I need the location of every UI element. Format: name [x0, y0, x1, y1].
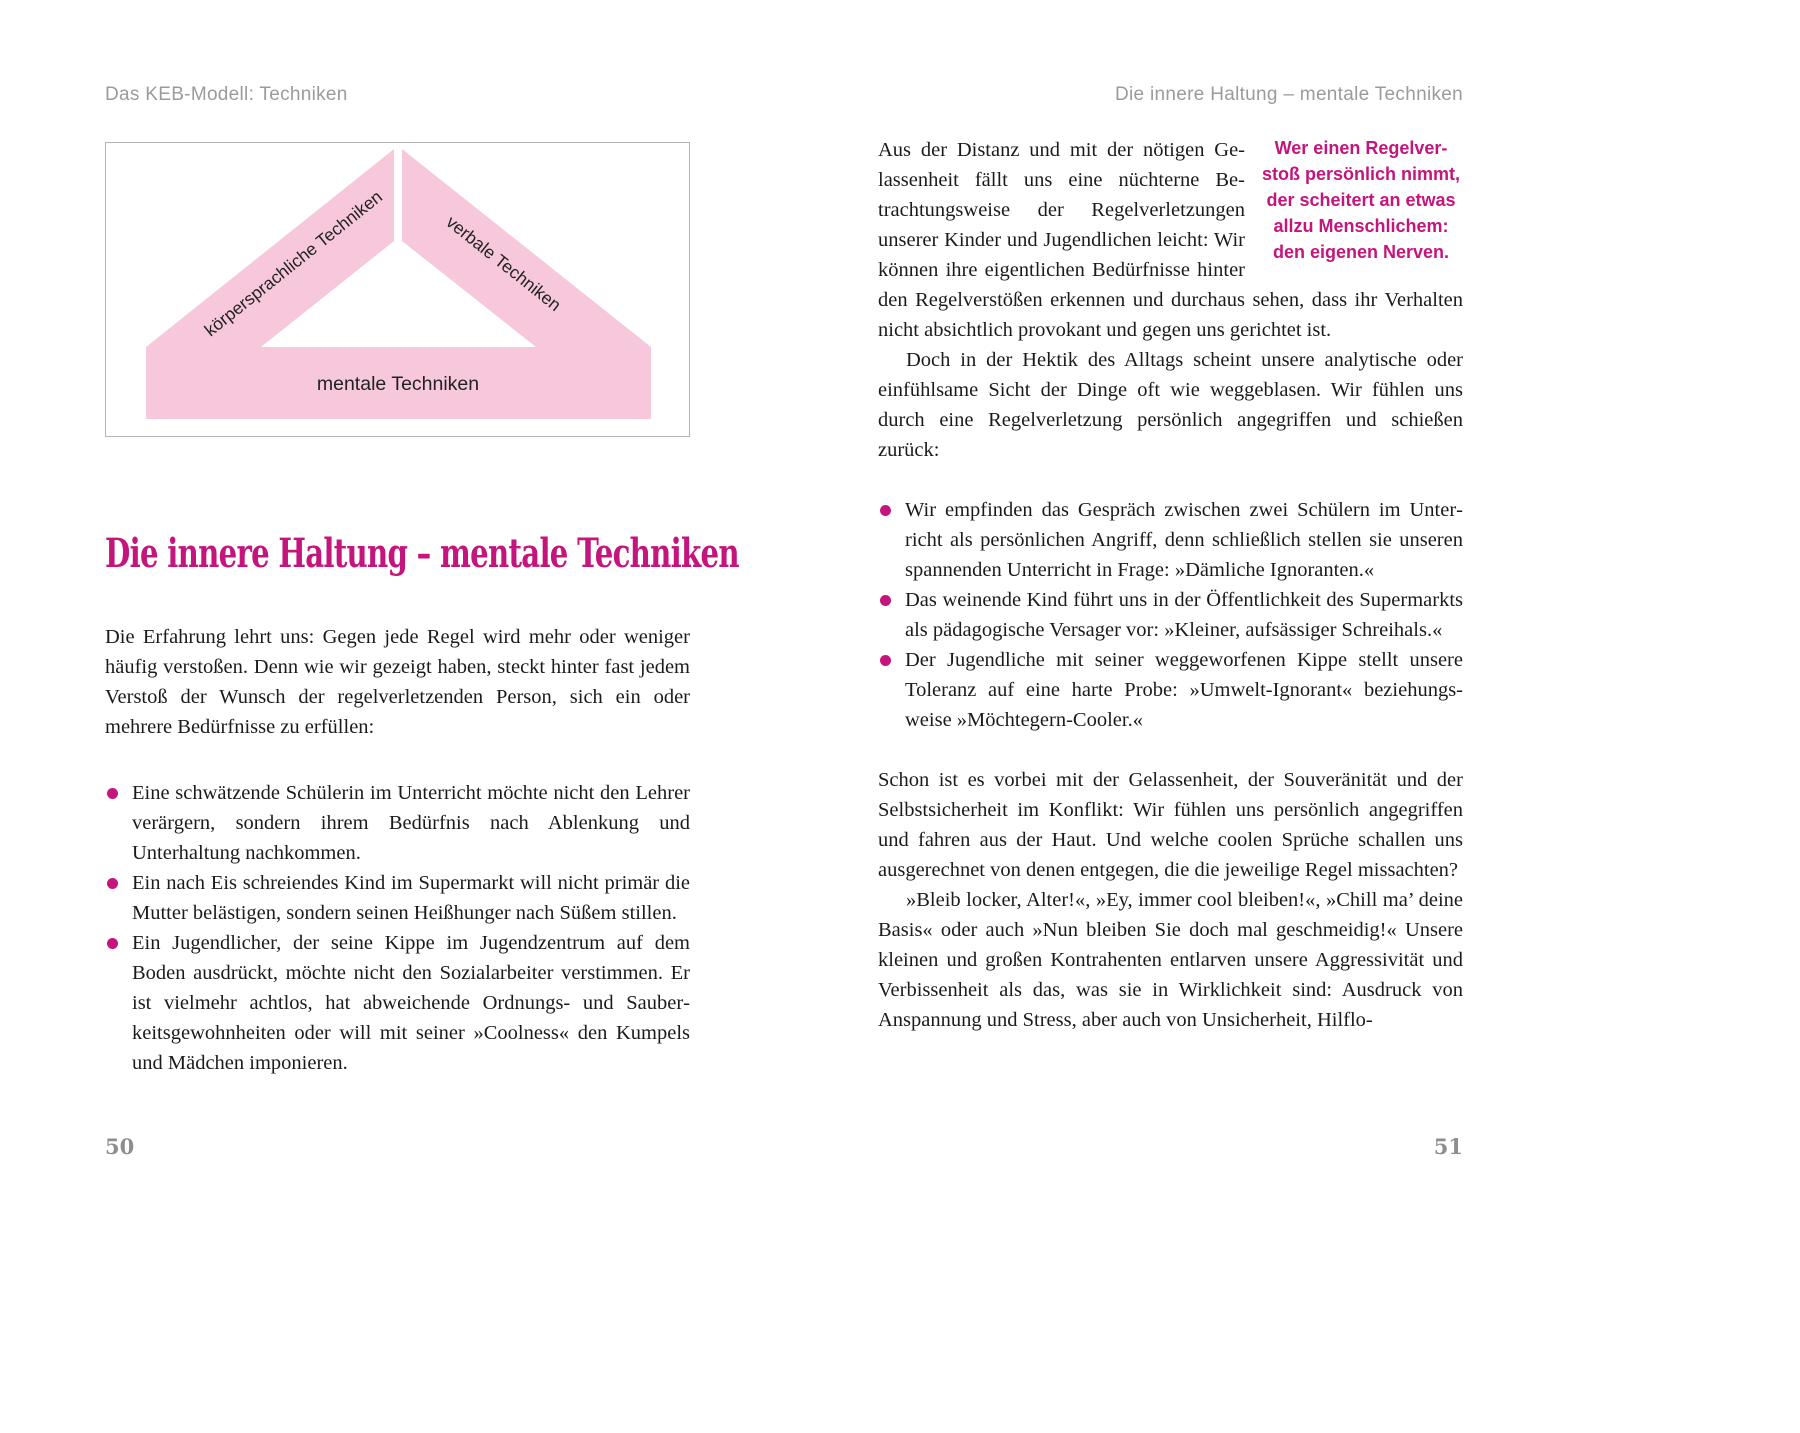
text-column [878, 135, 1463, 1035]
paragraph-4: »Bleib locker, Alter!«, »Ey, immer cool bleiben!«, »Chill ma’ deine Basis« oder auch »Nun bleiben Sie doch mal geschmeidig!« Unsere kleinen und großen Kontrahenten entlarven unsere Aggressivität und Verbissenheit als das, was sie in Wirklichkeit sind: Ausdruck von Anspannung und Stress, aber auch von Unsicherheit, Hilflo- [878, 889, 1463, 1031]
list-item-text: Eine schwätzende Schülerin im Unterricht möchte nicht den Lehrer verärgern, sondern ihrem Bedürfnis nach Ablenkung und Unterhaltung nachkommen. [132, 782, 690, 864]
running-head-left: Das KEB-Modell: Techniken [105, 84, 348, 105]
diagram-left-band [146, 149, 394, 347]
keb-model-diagram [105, 142, 690, 437]
list-item-text: Das weinende Kind führt uns in der Öffentlichkeit des Supermarkts als pädagogische Versager vor: »Kleiner, aufsässiger Schreihals.« [905, 589, 1463, 641]
list-item [878, 495, 1463, 585]
list-item [878, 585, 1463, 645]
chapter-heading: Die innere Haltung – mentale Techniken [105, 530, 739, 577]
list-item-text: Der Jugendliche mit seiner weggeworfenen Kippe stellt unsere Toleranz auf eine harte Probe: »Umwelt-Ignorant« beziehungsweise »Möchtegern-Cooler.« [905, 649, 1463, 731]
diagram-left-band-label: körpersprachliche Techniken [200, 186, 387, 341]
list-item [105, 778, 690, 868]
keb-roof-graphic [106, 143, 689, 436]
list-item-text: Ein nach Eis schreiendes Kind im Supermarkt will nicht primär die Mutter belästigen, sondern seinen Heißhunger nach Süßem stillen. [132, 872, 690, 924]
list-item-text: Wir empfinden das Gespräch zwischen zwei Schülern im Unterricht als persönlichen Angriff, denn schließlich stellen sie unseren spannenden Unterricht in Frage: »Dämliche Ignoranten.« [905, 499, 1463, 581]
bullet-list-left [105, 778, 690, 1078]
running-head-right: Die innere Haltung – mentale Techniken [1115, 84, 1463, 105]
diagram-base-label: mentale Techniken [316, 373, 480, 395]
paragraph-3: Schon ist es vorbei mit der Gelassenheit, der Souveränität und der Selbstsicherheit im Konflikt: Wir fühlen uns persönlich angegriffen und fahren aus der Haut. Und welche coolen Sprüche schallen uns ausgerechnet von denen entgegen, die die jeweilige Regel missachten? [878, 769, 1463, 881]
paragraph-1-text: Aus der Distanz und mit der nötigen Gelassenheit fällt uns eine nüchterne Betrachtungsweise der Regelverletzungen unserer Kinder und Jugendlichen leicht: Wir können ihre eigentlichen Bedürfnisse hinter den Regelverstößen erkennen und durchaus sehen, dass ihr Verhalten nicht absichtlich provokant und gegen uns gerichtet ist. [878, 139, 1463, 341]
page-50 [105, 0, 739, 1433]
paragraph-1 [878, 135, 1463, 345]
list-item-text: Ein Jugendlicher, der seine Kippe im Jugendzentrum auf dem Boden ausdrückt, möchte nicht den Sozialarbeiter verstimmen. Er ist vielmehr achtlos, hat abweichende Ordnungs- und Sauberkeitsgewohnheiten oder will mit seiner »Coolness« den Kumpels und Mädchen imponieren. [132, 932, 690, 1074]
bullet-list-right [878, 495, 1463, 735]
diagram-right-band [402, 149, 651, 347]
diagram-right-band-label: verbale Techniken [442, 211, 565, 316]
page-51 [878, 0, 1463, 1433]
margin-note: Wer einen Regelverstoß persönlich nimmt, der scheitert an etwas allzu Menschlichem: den eigenen Nerven. [1261, 138, 1461, 262]
page-number-right: 51 [1433, 1134, 1463, 1159]
paragraph-2: Doch in der Hektik des Alltags scheint unsere analytische oder einfühlsame Sicht der Dinge oft wie weggeblasen. Wir fühlen uns durch eine Regelverletzung persönlich angegriffen und schießen zurück: [878, 349, 1463, 461]
page-number-left: 50 [105, 1134, 135, 1159]
intro-paragraph: Die Erfahrung lehrt uns: Gegen jede Regel wird mehr oder weniger häufig verstoßen. Denn wie wir gezeigt haben, steckt hinter fast jedem Verstoß der Wunsch der regelverletzenden Person, sich ein oder mehrere Bedürfnisse zu erfüllen: [105, 626, 690, 738]
list-item [105, 928, 690, 1078]
list-item [105, 868, 690, 928]
list-item [878, 645, 1463, 735]
